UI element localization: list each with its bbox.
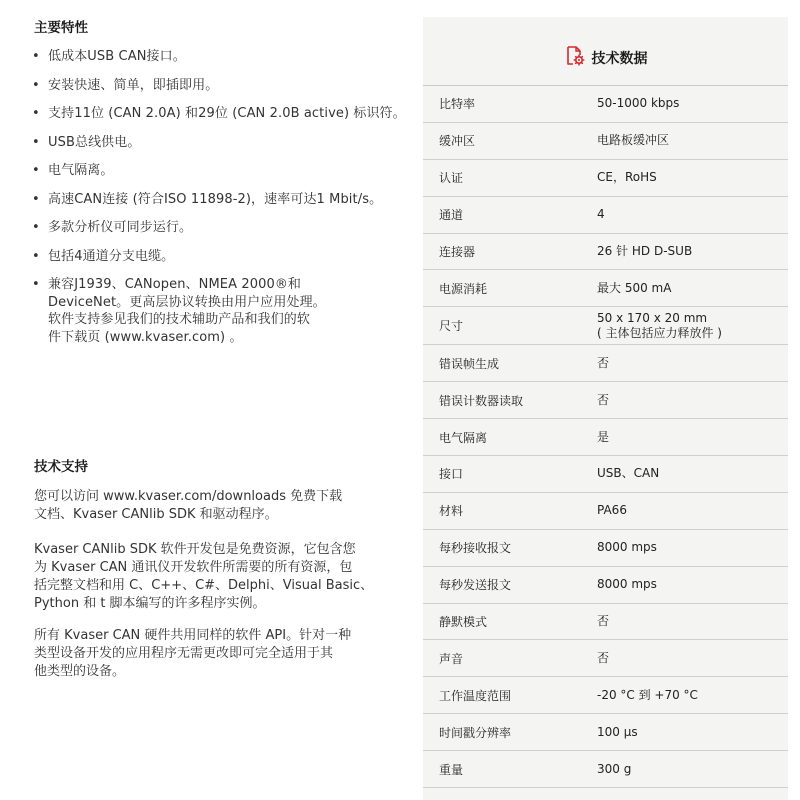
spec-row: [423, 123, 788, 160]
spec-row: [423, 604, 788, 641]
spec-value: [597, 311, 788, 341]
feature-item: [30, 191, 415, 209]
spec-row: [423, 160, 788, 197]
spec-value: [597, 540, 788, 555]
bullet-icon: •: [32, 77, 40, 93]
spec-value: [597, 466, 788, 481]
spec-value: [597, 356, 788, 371]
spec-label: 认证: [439, 171, 464, 186]
support-paragraph-1: [34, 488, 404, 524]
spec-value-line: 否: [597, 392, 610, 407]
spec-value-line: 50 x 170 x 20 mm: [597, 310, 708, 325]
spec-value-line: CE，RoHS: [597, 170, 657, 185]
spec-value: [597, 393, 788, 408]
support-paragraph-3: [34, 627, 404, 681]
spec-label: 比特率: [439, 97, 476, 112]
spec-row: [423, 234, 788, 271]
spec-header: [423, 17, 788, 86]
feature-text: 多款分析仪可同步运行。: [48, 220, 193, 235]
spec-row: [423, 419, 788, 456]
bullet-icon: •: [32, 248, 40, 264]
bullet-icon: •: [32, 134, 40, 150]
text-line: 类型设备开发的应用程序无需更改即可完全适用于其: [34, 646, 334, 661]
spec-value-line: 50-1000 kbps: [597, 96, 680, 111]
feature-item: [30, 134, 415, 152]
spec-label: 每秒发送报文: [439, 578, 512, 593]
feature-text: 安装快速、简单，即插即用。: [48, 77, 219, 93]
bullet-icon: •: [32, 163, 40, 178]
spec-value: [597, 430, 788, 445]
spec-value-line: 100 µs: [597, 724, 638, 739]
feature-item: [30, 248, 415, 266]
feature-text: 高速CAN连接 (符合ISO 11898-2)，速率可达1 Mbit/s。: [48, 191, 383, 207]
text-line: 文档、Kvaser CANlib SDK 和驱动程序。: [34, 507, 278, 522]
spec-label: 重量: [439, 762, 464, 777]
spec-value: [597, 281, 788, 296]
spec-value-line: 最大 500 mA: [597, 280, 672, 295]
spec-value-line: USB、CAN: [597, 466, 660, 481]
feature-text: 电气隔离。: [48, 163, 114, 178]
feature-item: [30, 276, 415, 346]
spec-value: [597, 503, 788, 518]
spec-label: 时间戳分辨率: [439, 725, 512, 740]
spec-row: [423, 530, 788, 567]
feature-item: [30, 105, 415, 123]
bullet-icon: •: [32, 220, 40, 235]
feature-text: 包括4通道分支电缆。: [48, 248, 175, 264]
spec-row: [423, 456, 788, 493]
spec-label: 声音: [439, 651, 464, 666]
text-line: 他类型的设备。: [34, 664, 126, 679]
spec-value-line: PA66: [597, 503, 627, 518]
spec-value-line: ( 主体包括应力释放件 ): [597, 325, 722, 340]
spec-value-line: 8000 mps: [597, 540, 657, 555]
spec-table: [423, 86, 788, 788]
spec-value: [597, 651, 788, 666]
spec-row: [423, 714, 788, 751]
spec-label: 接口: [439, 467, 464, 482]
spec-row: [423, 197, 788, 234]
feature-list: [30, 48, 415, 357]
spec-row: [423, 640, 788, 677]
spec-value-line: 否: [597, 355, 610, 370]
spec-value: [597, 688, 788, 703]
feature-item: [30, 48, 415, 66]
spec-label: 电气隔离: [439, 430, 488, 445]
spec-value: [597, 762, 788, 777]
spec-value: [597, 170, 788, 185]
spec-title: 技术数据: [591, 51, 648, 67]
spec-value-line: 否: [597, 614, 610, 629]
spec-row: [423, 567, 788, 604]
bullet-icon: •: [32, 277, 40, 292]
spec-label: 通道: [439, 208, 464, 223]
document-gear-icon: [564, 45, 586, 71]
spec-value: [597, 133, 788, 148]
feature-item: [30, 162, 415, 180]
spec-value: [597, 207, 788, 222]
spec-label: 尺寸: [439, 319, 464, 334]
spec-label: 材料: [439, 504, 464, 519]
spec-panel: [423, 17, 788, 800]
feature-text: 兼容J1939、CANopen、NMEA 2000®和: [48, 277, 302, 292]
feature-text: 支持11位 (CAN 2.0A) 和29位 (CAN 2.0B active) 标识符。: [48, 106, 406, 121]
support-paragraph-2: [34, 541, 404, 613]
spec-label: 电源消耗: [439, 281, 488, 296]
spec-value: [597, 244, 788, 259]
spec-label: 缓冲区: [439, 134, 476, 149]
spec-row: [423, 270, 788, 307]
text-line: 为 Kvaser CAN 通讯仪开发软件所需要的所有资源，包: [34, 560, 353, 575]
spec-value: [597, 577, 788, 592]
spec-value: [597, 96, 788, 111]
spec-value-line: 26 针 HD D-SUB: [597, 244, 693, 258]
feature-item: [30, 77, 415, 95]
spec-value: [597, 614, 788, 629]
spec-label: 错误帧生成: [439, 356, 500, 371]
spec-value: [597, 725, 788, 740]
bullet-icon: •: [32, 49, 40, 64]
feature-text: DeviceNet。更高层协议转换由用户应用处理。: [48, 294, 326, 310]
spec-value-line: 300 g: [597, 761, 632, 776]
feature-text: 低成本USB CAN接口。: [48, 49, 186, 64]
text-line: 括完整文档和用 C、C++、C#、Delphi、Visual Basic、: [34, 578, 374, 593]
spec-row: [423, 677, 788, 714]
text-line: 所有 Kvaser CAN 硬件共用同样的软件 API。针对一种: [34, 628, 352, 643]
spec-label: 工作温度范围: [439, 688, 512, 703]
spec-row: [423, 751, 788, 788]
spec-row: [423, 86, 788, 123]
spec-label: 静默模式: [439, 615, 488, 630]
spec-label: 连接器: [439, 245, 476, 259]
spec-value-line: -20 °C 到 +70 °C: [597, 687, 698, 702]
spec-value-line: 4: [597, 207, 605, 222]
support-title: 技术支持: [34, 459, 88, 475]
feature-text: 件下载页 (www.kvaser.com) 。: [48, 329, 243, 345]
spec-value-line: 否: [597, 650, 610, 665]
bullet-icon: •: [32, 191, 40, 207]
text-line: Kvaser CANlib SDK 软件开发包是免费资源，它包含您: [34, 542, 356, 557]
spec-label: 错误计数器读取: [439, 393, 524, 408]
features-title: 主要特性: [34, 20, 88, 36]
spec-value-line: 电路板缓冲区: [597, 133, 670, 148]
spec-row: [423, 345, 788, 382]
spec-row: [423, 382, 788, 419]
spec-label: 每秒接收报文: [439, 541, 512, 556]
text-line: Python 和 t 脚本编写的许多程序实例。: [34, 596, 266, 611]
spec-row: [423, 493, 788, 530]
spec-row: [423, 307, 788, 345]
feature-text: USB总线供电。: [48, 134, 141, 150]
feature-item: [30, 219, 415, 237]
bullet-icon: •: [32, 106, 40, 121]
text-line: 您可以访问 www.kvaser.com/downloads 免费下载: [34, 489, 343, 504]
spec-value-line: 是: [597, 429, 610, 444]
spec-value-line: 8000 mps: [597, 577, 657, 592]
feature-text: 软件支持参见我们的技术辅助产品和我们的软: [48, 312, 311, 327]
